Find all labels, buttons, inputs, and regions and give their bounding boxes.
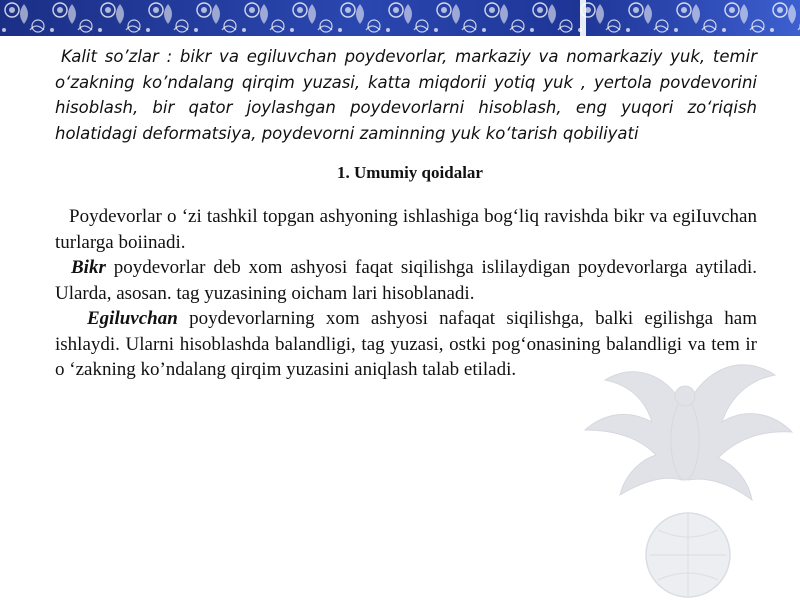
term-egiluvchan: Egiluvchan bbox=[87, 308, 178, 329]
paragraph-rigid-text: poydevorlar deb xom ashyosi faqat siqilishga islilaydigan poydevorlarga aytiladi. Ularda, asosan. tag yuzasining oicham lari hisoblanadi. bbox=[55, 257, 757, 304]
paragraph-rigid bbox=[55, 255, 757, 306]
paragraph-flexible-text: poydevorlarning xom ashyosi nafaqat siqilishga, balki egilishga ham ishlaydi. Ularni hisoblashda balandligi, tag yuzasi, ostki pog‘onasining balandligi va tem ir o ‘zakning ko’ndalang qirqim yuzasini aniqlash talab etiladi. bbox=[55, 308, 757, 380]
section-heading: 1. Umumiy qoidalar bbox=[337, 163, 483, 182]
paragraph-intro: Poydevorlar o ‘zi tashkil topgan ashyoning ishlashiga bog‘liq ravishda bikr va egiIuvchan turlarga boiinadi. bbox=[55, 206, 757, 253]
term-bikr: Bikr bbox=[71, 257, 106, 278]
keywords-paragraph: Kalit so’zlar : bikr va egiluvchan poydevorlar, markaziy va nomarkaziy yuk, temir o‘zakning ko’ndalang qirqim yuzasi, katta miqdorii yotiq yuk , yertola povdevorini hisoblash, bir qator joylashgan poydevorlarni hisoblash, eng yuqori zo‘riqish holatidagi deformatsiya, poydevorni zaminning yuk ko‘tarish qobiliyati bbox=[55, 47, 757, 143]
ornamental-banner bbox=[0, 0, 800, 36]
document-body bbox=[55, 44, 757, 383]
paragraph-flexible bbox=[55, 306, 757, 383]
ornament-pattern-icon bbox=[0, 0, 800, 36]
